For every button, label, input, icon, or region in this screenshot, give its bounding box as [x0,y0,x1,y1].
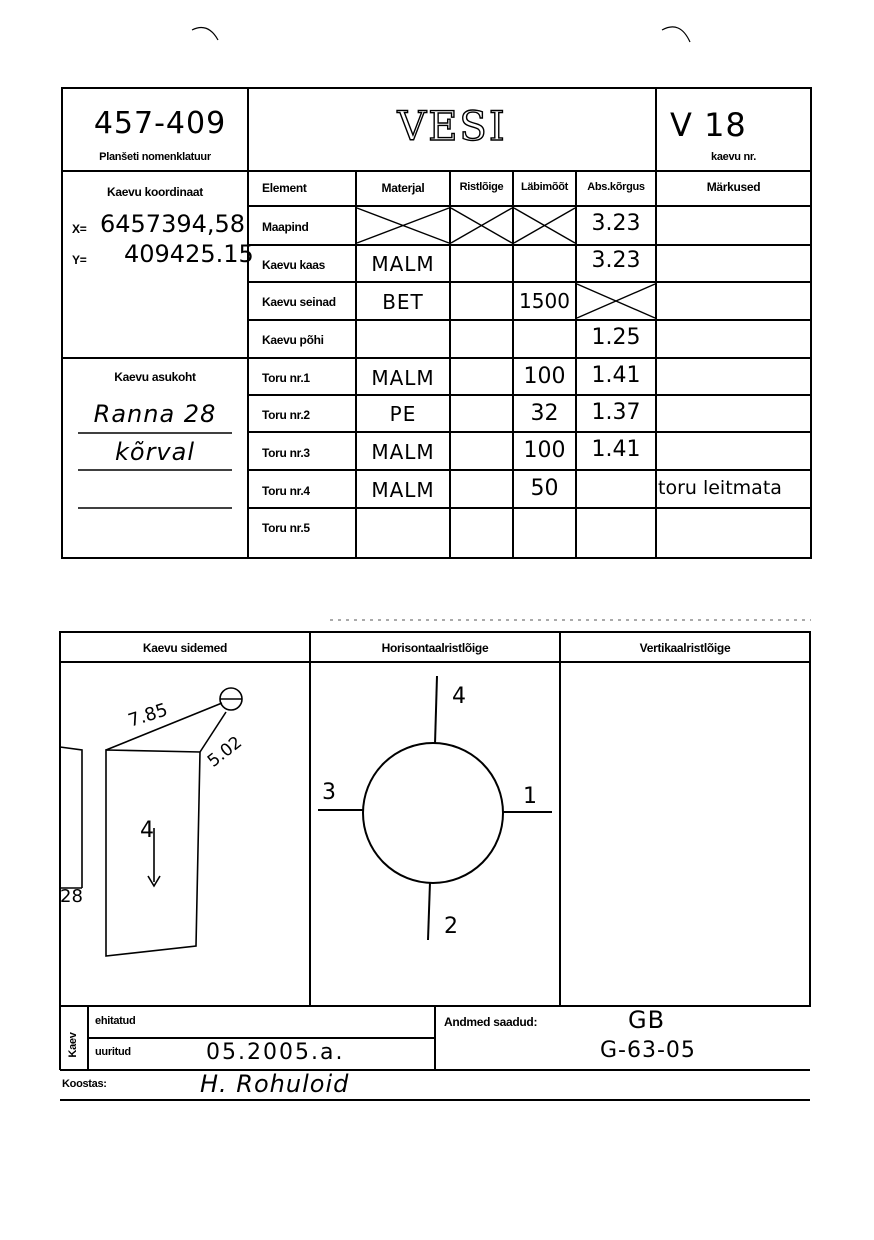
row-abs-1: 3.23 [591,248,641,273]
row-abs-0: 3.23 [591,211,641,236]
row-element-3: Kaevu põhi [262,333,324,347]
col-sidemed-label: Kaevu sidemed [142,641,228,655]
sketch-distance-2: 5.02 [203,732,247,772]
sketch-distance-1: 7.85 [125,699,171,732]
col-horisontaal-label: Horisontaalristlõige [381,641,489,655]
kaev-label: Kaev [67,1032,79,1058]
coord-x-value: 6457394,58 [100,210,246,238]
row-materjal-7: MALM [371,478,435,502]
row-materjal-5: PE [389,402,417,426]
row-labimoot-7: 50 [530,476,559,501]
sketch-house-number: 28 [60,886,83,907]
location-label: Kaevu asukoht [114,370,196,384]
row-abs-5: 1.37 [591,400,641,425]
row-element-5: Toru nr.2 [262,408,310,422]
header-element: Element [262,181,307,195]
coord-x-label: X= [72,222,87,236]
row-markused-7: toru leitmata [658,477,782,499]
well-number-label: kaevu nr. [711,151,756,163]
pipe-label-left: 3 [322,780,337,805]
header-ristloige: Ristlõige [459,181,504,193]
andmed-label: Andmed saadud: [444,1015,538,1029]
col-vertikaal-label: Vertikaalristlõige [639,641,731,655]
header-materjal: Materjal [381,181,425,195]
page-title: VESI [397,104,507,150]
row-abs-4: 1.41 [591,363,641,388]
location-line-2: kõrval [114,438,196,466]
header-labimoot: Läbimõõt [520,181,569,193]
andmed-value-2: G-63-05 [600,1038,696,1063]
koostas-label: Koostas: [62,1078,107,1090]
header-markused: Märkused [706,180,761,194]
row-materjal-2: BET [382,290,424,314]
row-materjal-1: MALM [371,252,435,276]
row-element-6: Toru nr.3 [262,446,310,460]
row-labimoot-5: 32 [530,401,559,426]
coord-y-value: 409425.15 [124,240,254,268]
row-labimoot-6: 100 [523,438,566,463]
koostas-value: H. Rohuloid [200,1070,350,1098]
location-line-1: Ranna 28 [93,400,217,428]
row-materjal-4: MALM [371,366,435,390]
row-materjal-6: MALM [371,440,435,464]
row-element-1: Kaevu kaas [262,258,326,272]
header-abs-korgus: Abs.kõrgus [587,181,645,193]
pipe-label-top: 4 [452,684,467,709]
uuritud-value: 05.2005.a. [206,1040,345,1065]
nomenclature-value: 457-409 [93,106,227,141]
sketch-arrow-digit: 4 [140,818,155,843]
coords-label: Kaevu koordinaat [107,185,203,199]
pipe-label-bottom: 2 [444,914,459,939]
andmed-value-1: GB [628,1006,666,1034]
row-abs-3: 1.25 [591,325,641,350]
row-abs-6: 1.41 [591,437,641,462]
row-element-2: Kaevu seinad [262,295,336,309]
pipe-label-right: 1 [523,784,538,809]
row-element-4: Toru nr.1 [262,371,310,385]
coord-y-label: Y= [72,253,87,267]
row-element-8: Toru nr.5 [262,521,310,535]
row-labimoot-2: 1500 [519,289,570,313]
nomenclature-label: Planšeti nomenklatuur [99,151,211,163]
well-number-value: V 18 [670,106,747,144]
row-labimoot-4: 100 [523,364,566,389]
uuritud-label: uuritud [95,1046,131,1058]
row-element-7: Toru nr.4 [262,484,310,498]
ehitatud-label: ehitatud [95,1015,136,1027]
row-element-0: Maapind [262,220,309,234]
